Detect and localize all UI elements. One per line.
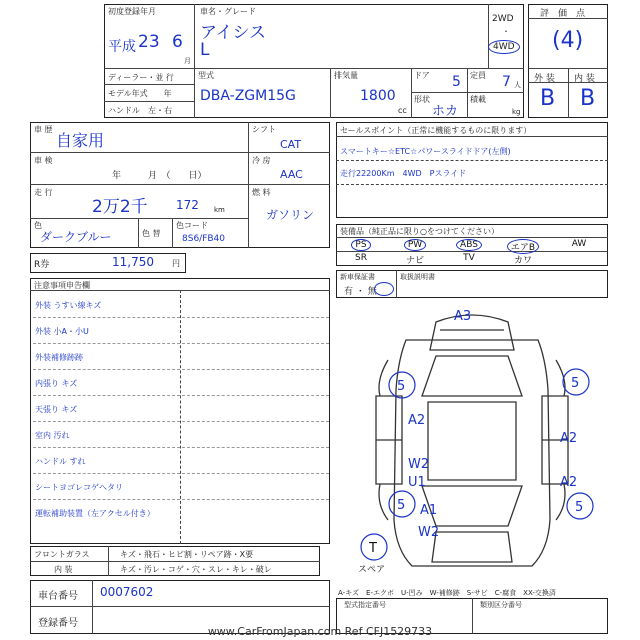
rating-value: (4) <box>552 28 584 53</box>
color: ダークブルー <box>40 230 112 244</box>
equip-pw: PW <box>388 239 442 251</box>
km-unit: km <box>214 206 225 214</box>
warranty-label: 新車保証書 <box>340 273 375 281</box>
drive-4wd: 4WD <box>488 40 520 54</box>
note-item-4: 内張り キズ <box>33 370 329 396</box>
recycle-box <box>30 253 186 273</box>
rating-label: 評 価 点 <box>540 9 586 19</box>
aircon-label: 冷 房 <box>252 156 271 165</box>
shape-label: 形状 <box>414 95 430 104</box>
equip-ps: PS <box>334 239 388 251</box>
displacement-label: 排気量 <box>334 71 358 80</box>
note-item-2: 外装 小A・小U <box>33 318 329 344</box>
yen-unit: 円 <box>172 259 180 268</box>
equip-navi: ナビ <box>405 256 424 266</box>
mileage-sub: 172 <box>176 198 199 212</box>
class-label: 類別区分番号 <box>480 601 522 609</box>
car-no: 0007602 <box>100 585 154 599</box>
reg-era: 平成 <box>108 39 136 55</box>
grade: L <box>200 40 210 60</box>
interior-cond-label: 内 装 <box>54 565 73 574</box>
mark-front-a3: A3 <box>454 309 472 324</box>
mark-right-a2: A2 <box>560 431 578 446</box>
notes-title: 注意事項申告欄 <box>34 281 90 290</box>
note-item-1: 外装 うすい線キズ <box>33 292 329 318</box>
mark-rear-w2: W2 <box>418 525 440 540</box>
mark-wheel-rl: 5 <box>397 498 406 513</box>
handle-label: ハンドル 左・右 <box>108 106 172 115</box>
sales-line-1: スマートキー☆ETC☆パワースライドドア(左側) <box>340 147 511 156</box>
equip-airbag: エアB <box>496 239 550 254</box>
reg-date-label: 初度登録年月 <box>108 7 156 16</box>
fuel-label: 燃 料 <box>252 188 271 197</box>
interior-grade: B <box>580 86 596 111</box>
doors: 5 <box>452 74 461 90</box>
car-no-label: 車台番号 <box>38 591 78 602</box>
drive-dot: ・ <box>502 27 510 36</box>
type-label: 型式 <box>198 71 214 80</box>
mark-wheel-fr: 5 <box>571 376 580 391</box>
drive-2wd: 2WD <box>492 14 514 24</box>
reg-no-label: 登録番号 <box>38 618 78 629</box>
shift: CAT <box>280 138 302 151</box>
kg-unit: kg <box>512 108 521 116</box>
mileage: 2万2千 <box>92 197 148 217</box>
car-name: アイシス <box>200 23 266 43</box>
shape: ホカ <box>432 104 459 119</box>
mark-left-w2: W2 <box>408 457 430 472</box>
inspection-label: 車 検 <box>34 156 53 165</box>
warranty-circle <box>374 282 394 296</box>
sales-title: セールスポイント（正常に機能するものに限ります） <box>340 126 532 135</box>
model-code: DBA-ZGM15G <box>200 88 296 104</box>
capacity: 7 <box>502 74 511 90</box>
person-unit: 人 <box>514 81 521 89</box>
warranty-value: 有 ・ 無 <box>344 287 377 297</box>
recycle-amount: 11,750 <box>112 255 154 269</box>
model-year-label: モデル年式 年 <box>108 89 172 98</box>
note-item-8: シートヨゴレコゲヘタリ <box>33 474 329 500</box>
mark-right-a2-rear: A2 <box>560 475 578 490</box>
name-grade-label: 車名・グレード <box>200 7 256 16</box>
mark-rear-a1: A1 <box>420 503 438 518</box>
note-item-9: 運転補助装置（左アクセル付き） <box>35 509 155 518</box>
shift-label: シフト <box>252 125 276 134</box>
car-damage-diagram <box>336 300 608 588</box>
manual-label: 取扱説明書 <box>400 273 435 281</box>
mark-wheel-fl: 5 <box>397 379 406 394</box>
spare-label: スペア <box>358 565 386 575</box>
equip-leather: カワ <box>513 256 532 266</box>
front-glass-value: キズ・飛石・ヒビ割・リペア跡・X要 <box>120 550 254 559</box>
reg-year: 23 <box>138 32 160 52</box>
note-item-5: 天張り キズ <box>33 396 329 422</box>
reg-month: 6 <box>172 32 183 52</box>
recycle-label: R券 <box>34 260 50 270</box>
mileage-label: 走 行 <box>34 188 53 197</box>
load-label: 積載 <box>470 95 486 104</box>
displacement: 1800 <box>360 88 396 104</box>
color-code-label: 色コード <box>176 221 208 230</box>
category: 自家用 <box>56 131 105 150</box>
inspection-value: 年 月 （ 日） <box>112 171 207 181</box>
mark-left-a2: A2 <box>408 413 426 428</box>
exterior-label: 外 装 <box>534 74 555 84</box>
exterior-grade: B <box>540 86 556 111</box>
interior-label: 内 装 <box>574 74 595 84</box>
doors-label: ドア <box>414 71 430 80</box>
note-item-6: 室内 汚れ <box>33 422 329 448</box>
dealer-label: ディーラー・並 行 <box>108 73 174 82</box>
equip-tv: TV <box>463 253 475 263</box>
model-date-label: 型式指定番号 <box>344 601 386 609</box>
cc-unit: cc <box>398 106 407 115</box>
capacity-label: 定員 <box>470 71 486 80</box>
equip-aw: AW <box>571 239 587 249</box>
equip-sr: SR <box>355 253 367 263</box>
mark-wheel-rr: 5 <box>575 500 584 515</box>
mark-left-u1: U1 <box>408 475 426 490</box>
equipment-title: 装備品（純正品に限り○をつけてください） <box>340 227 499 236</box>
color-change-label: 色 替 <box>142 229 161 238</box>
category-label: 車 歴 <box>34 125 53 134</box>
color-code: 8S6/FB40 <box>182 234 226 244</box>
equip-abs: ABS <box>442 239 496 251</box>
fuel: ガソリン <box>266 208 315 222</box>
sales-line-2: 走行22200Km 4WD Pスライド <box>340 169 467 178</box>
aircon: AAC <box>280 168 303 181</box>
month-unit: 月 <box>184 57 191 65</box>
footer-watermark: www.CarFromJapan.com Ref CFJ1529733 <box>207 625 433 638</box>
damage-legend: A-キズ E-エクボ U-凹み W-補修跡 S-サビ C-腐食 XX-交換済 <box>338 589 556 597</box>
front-glass-label: フロントガラス <box>34 550 90 559</box>
color-label: 色 <box>34 221 42 230</box>
mark-spare: T <box>369 541 377 556</box>
interior-cond-value: キズ・汚レ・コゲ・穴・スレ・キレ・破レ <box>120 565 272 574</box>
note-item-3: 外装補修跡跡 <box>33 344 329 370</box>
note-item-7: ハンドル すれ <box>33 448 329 474</box>
